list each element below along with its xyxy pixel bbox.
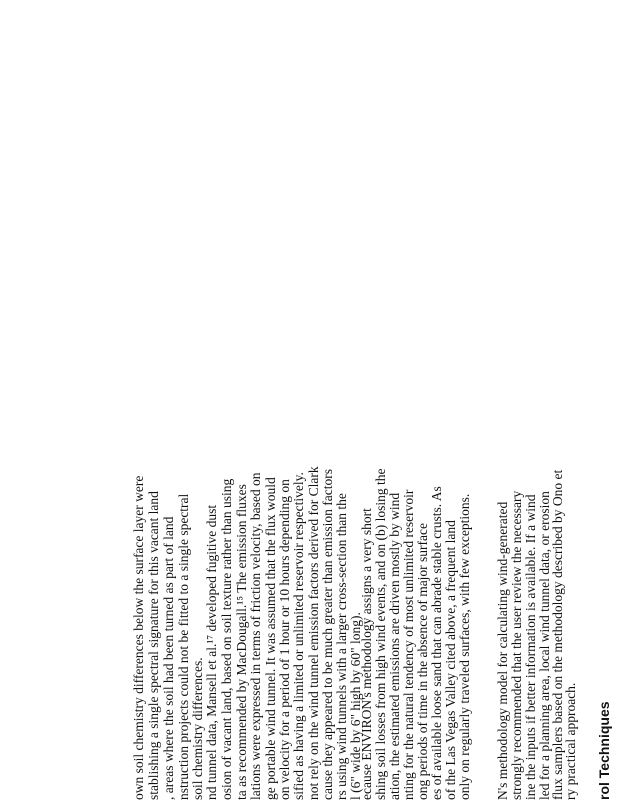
text-line: ge portable wind tunnel. It was assumed that the flux would bbox=[263, 477, 278, 800]
text-line: strongly recommended that the user review the necessary bbox=[509, 490, 524, 800]
text-line: led for a planning area, local wind tunnel data, or erosion bbox=[537, 491, 552, 800]
section-heading: rol Techniques bbox=[596, 701, 612, 800]
text-line: shing soil losses from high wind events, and on (b) losing the bbox=[373, 468, 388, 800]
text-line: ong periods of time in the absence of major surface bbox=[415, 522, 430, 800]
text-line: N's methodology model for calculating wind-generated bbox=[495, 501, 510, 800]
text-line: stablishing a single spectral signature for this vacant land bbox=[146, 491, 161, 800]
text-line: only on regularly traveled surfaces, with few exceptions. bbox=[457, 493, 472, 800]
text-line: , areas where the soil had been turned as part of land bbox=[161, 516, 176, 800]
text-line: osion of vacant land, based on soil texture rather than using bbox=[219, 478, 234, 800]
text-line: flux samplers based on the methodology described by Ono et bbox=[550, 469, 565, 800]
text-line: cause they appeared to be much greater than emission factors bbox=[320, 469, 335, 800]
text-line: ine the inputs if better information is available. If a wind bbox=[523, 494, 538, 800]
text-line: nd tunnel data, Mansell et al.¹⁷ developed fugitive dust bbox=[204, 504, 219, 800]
text-line: rs using wind tunnels with a larger cross-section than the bbox=[334, 493, 349, 800]
text-line: nstruction projects could not be fitted to a single spectral bbox=[176, 493, 191, 800]
text-line: own soil chemistry differences below the surface layer were bbox=[131, 475, 146, 800]
text-line: ation, the estimated emissions are driven mostly by wind bbox=[387, 492, 402, 800]
text-line: ry practical approach. bbox=[563, 682, 578, 800]
text-line: lations were expressed in terms of friction velocity, based on bbox=[248, 472, 263, 800]
text-line: of the Las Vegas Valley cited above, a frequent land bbox=[443, 520, 458, 800]
text-line: sified as having a limited or unlimited reservoir respectively. bbox=[291, 472, 306, 800]
text-line: not rely on the wind tunnel emission factors derived for Clark bbox=[306, 466, 321, 800]
text-line: nting for the natural tendency of most unlimited reservoir bbox=[401, 489, 416, 800]
text-line: soil chemistry differences. bbox=[190, 657, 205, 800]
text-line: on velocity for a period of 1 hour or 10 hours depending on bbox=[277, 479, 292, 800]
text-line: ecause ENVIRON's methodology assigns a very short bbox=[359, 508, 374, 800]
text-line: l (6" wide by 6" high by 60" long). bbox=[348, 612, 363, 800]
text-line: es of available loose sand that can abrade stable crusts. As bbox=[429, 486, 444, 800]
text-line: ta as recommended by MacDougall.¹⁵ The emission fluxes bbox=[234, 484, 249, 800]
